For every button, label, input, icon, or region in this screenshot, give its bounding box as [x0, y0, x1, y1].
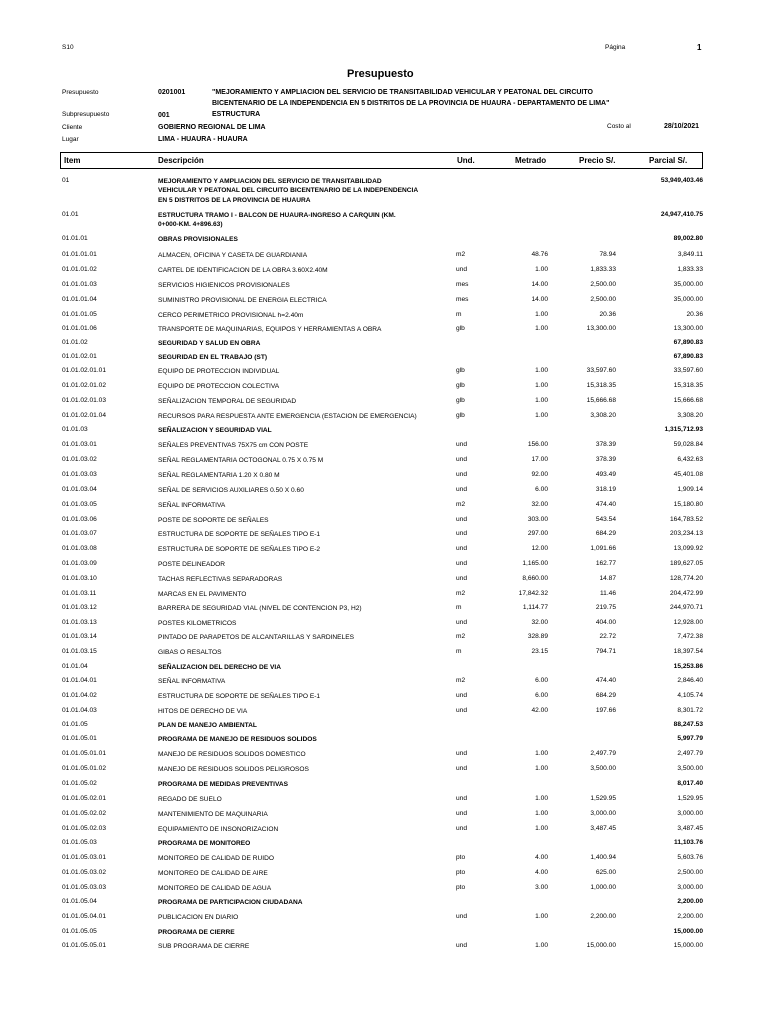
row-item-code: 01.01.03.04 — [62, 486, 97, 493]
row-parcial: 35,000.00 — [673, 296, 703, 303]
row-parcial: 204,472.99 — [669, 590, 703, 597]
row-description: ESTRUCTURA DE SOPORTE DE SEÑALES TIPO E-1 — [158, 693, 321, 700]
row-parcial: 35,000.00 — [673, 281, 703, 288]
row-metrado: 1,114.77 — [522, 604, 548, 611]
row-description: SEÑAL INFORMATIVA — [158, 678, 226, 685]
row-unit: glb — [456, 412, 465, 419]
row-metrado: 4.00 — [535, 869, 548, 876]
row-item-code: 01.01.01.06 — [62, 325, 97, 332]
row-parcial: 15,318.35 — [673, 382, 703, 389]
row-precio: 3,308.20 — [590, 412, 616, 419]
row-description: EQUIPO DE PROTECCION INDIVIDUAL — [158, 368, 280, 375]
row-description: CARTEL DE IDENTIFICACION DE LA OBRA 3.60X2.40M — [158, 267, 328, 274]
row-unit: m — [456, 648, 462, 655]
row-parcial: 164,783.52 — [669, 516, 703, 523]
row-parcial: 88,247.53 — [673, 721, 703, 728]
row-item-code: 01.01.03.15 — [62, 648, 97, 655]
row-item-code: 01.01.05.02.03 — [62, 825, 106, 832]
row-item-code: 01.01.02.01.04 — [62, 412, 106, 419]
row-item-code: 01.01.05 — [62, 721, 88, 728]
row-parcial: 15,666.68 — [673, 397, 703, 404]
row-description: ESTRUCTURA DE SOPORTE DE SEÑALES TIPO E-2 — [158, 546, 321, 553]
row-description: SEÑALIZACION Y SEGURIDAD VIAL — [158, 427, 272, 434]
row-parcial: 244,970.71 — [669, 604, 703, 611]
row-precio: 318.19 — [595, 486, 616, 493]
row-parcial: 67,890.83 — [673, 339, 703, 346]
row-description-line-2: VEHICULAR Y PEATONAL DEL CIRCUITO BICENTENARIO DE LA INDEPENDENCIA — [158, 187, 419, 194]
row-parcial: 2,500.00 — [677, 869, 703, 876]
row-description: POSTE DE SOPORTE DE SEÑALES — [158, 517, 269, 524]
subpresupuesto-desc: ESTRUCTURA — [212, 111, 261, 118]
row-precio: 15,666.68 — [586, 397, 616, 404]
row-metrado: 42.00 — [531, 707, 548, 714]
row-parcial: 12,928.00 — [673, 619, 703, 626]
row-description: PROGRAMA DE MONITOREO — [158, 840, 251, 847]
row-unit: m — [456, 604, 462, 611]
row-precio: 684.29 — [595, 530, 616, 537]
row-description: PROGRAMA DE MEDIDAS PREVENTIVAS — [158, 781, 289, 788]
row-metrado: 1.00 — [535, 325, 548, 332]
presupuesto-desc-2: BICENTENARIO DE LA INDEPENDENCIA EN 5 DISTRITOS DE LA PROVINCIA DE HUAURA - DEPARTAMENTO DE LIMA" — [212, 100, 610, 107]
row-unit: und — [456, 942, 468, 949]
row-description: PROGRAMA DE PARTICIPACION CIUDADANA — [158, 899, 303, 906]
row-parcial: 5,997.79 — [677, 735, 703, 742]
row-metrado: 3.00 — [535, 884, 548, 891]
row-metrado: 23.15 — [531, 648, 548, 655]
page-label: Página — [605, 44, 626, 51]
row-item-code: 01.01.04.03 — [62, 707, 97, 714]
row-description: SEGURIDAD Y SALUD EN OBRA — [158, 340, 261, 347]
row-unit: und — [456, 560, 468, 567]
row-item-code: 01.01.03.01 — [62, 441, 97, 448]
row-item-code: 01.01.02 — [62, 339, 88, 346]
row-metrado: 1.00 — [535, 795, 548, 802]
row-precio: 162.77 — [595, 560, 616, 567]
row-description: MANTENIMIENTO DE MAQUINARIA — [158, 811, 268, 818]
row-description: SEÑALIZACION TEMPORAL DE SEGURIDAD — [158, 398, 297, 405]
row-item-code: 01.01.03 — [62, 426, 88, 433]
lugar-value: LIMA - HUAURA - HUAURA — [158, 136, 248, 143]
row-unit: pto — [456, 854, 466, 861]
row-unit: pto — [456, 884, 466, 891]
row-unit: und — [456, 765, 468, 772]
row-metrado: 1.00 — [535, 382, 548, 389]
row-description: SERVICIOS HIGIENICOS PROVISIONALES — [158, 282, 290, 289]
row-description: CERCO PERIMETRICO PROVISIONAL h=2.40m — [158, 312, 304, 319]
row-description: MANEJO DE RESIDUOS SOLIDOS PELIGROSOS — [158, 766, 309, 773]
row-item-code: 01.01.05.05 — [62, 928, 97, 935]
row-precio: 14.87 — [599, 575, 616, 582]
costo-label: Costo al — [607, 123, 631, 130]
row-item-code: 01.01.03.05 — [62, 501, 97, 508]
row-item-code: 01.01.03.06 — [62, 516, 97, 523]
row-unit: und — [456, 692, 468, 699]
row-unit: m2 — [456, 590, 466, 597]
row-unit: und — [456, 810, 468, 817]
row-unit: glb — [456, 397, 465, 404]
row-item-code: 01.01.05.03.01 — [62, 854, 106, 861]
row-parcial: 1,833.33 — [677, 266, 703, 273]
row-metrado: 6.00 — [535, 677, 548, 684]
row-unit: m — [456, 311, 462, 318]
row-parcial: 59,028.84 — [673, 441, 703, 448]
row-parcial: 18,397.54 — [673, 648, 703, 655]
row-metrado: 32.00 — [531, 501, 548, 508]
row-metrado: 1.00 — [535, 412, 548, 419]
row-description: SEÑAL REGLAMENTARIA OCTOGONAL 0.75 X 0.75 M — [158, 457, 324, 464]
row-metrado: 1.00 — [535, 825, 548, 832]
row-parcial: 3,487.45 — [677, 825, 703, 832]
col-und: Und. — [457, 156, 475, 165]
row-metrado: 1.00 — [535, 266, 548, 273]
row-precio: 2,500.00 — [590, 296, 616, 303]
row-item-code: 01.01.02.01.01 — [62, 367, 106, 374]
row-metrado: 1.00 — [535, 750, 548, 757]
row-unit: pto — [456, 869, 466, 876]
row-description: OBRAS PROVISIONALES — [158, 236, 238, 243]
row-item-code: 01.01.04.02 — [62, 692, 97, 699]
row-unit: m2 — [456, 501, 466, 508]
col-precio: Precio S/. — [579, 156, 616, 165]
row-unit: und — [456, 545, 468, 552]
row-item-code: 01.01.01.05 — [62, 311, 97, 318]
presupuesto-label: Presupuesto — [62, 89, 99, 96]
row-description: TRANSPORTE DE MAQUINARIAS, EQUIPOS Y HERRAMIENTAS A OBRA — [158, 326, 382, 333]
row-precio: 197.66 — [595, 707, 616, 714]
row-unit: und — [456, 471, 468, 478]
row-parcial: 33,597.60 — [673, 367, 703, 374]
row-item-code: 01.01.03.03 — [62, 471, 97, 478]
row-item-code: 01.01.01.01 — [62, 251, 97, 258]
row-parcial: 1,909.14 — [677, 486, 703, 493]
row-unit: m2 — [456, 251, 466, 258]
row-metrado: 8,660.00 — [522, 575, 548, 582]
row-unit: und — [456, 619, 468, 626]
row-metrado: 297.00 — [527, 530, 548, 537]
row-precio: 474.40 — [595, 677, 616, 684]
row-parcial: 203,234.13 — [669, 530, 703, 537]
row-item-code: 01.01.05.03.02 — [62, 869, 106, 876]
row-precio: 33,597.60 — [586, 367, 616, 374]
row-unit: m2 — [456, 633, 466, 640]
row-description: MANEJO DE RESIDUOS SOLIDOS DOMESTICO — [158, 751, 306, 758]
row-metrado: 1.00 — [535, 810, 548, 817]
col-parcial: Parcial S/. — [649, 156, 688, 165]
row-unit: m2 — [456, 677, 466, 684]
row-metrado: 4.00 — [535, 854, 548, 861]
row-description: REGADO DE SUELO — [158, 796, 222, 803]
row-unit: und — [456, 913, 468, 920]
row-item-code: 01.01.03.02 — [62, 456, 97, 463]
row-precio: 1,833.33 — [590, 266, 616, 273]
row-description: GIBAS O RESALTOS — [158, 649, 222, 656]
row-description: ALMACEN, OFICINA Y CASETA DE GUARDIANIA — [158, 252, 308, 259]
row-metrado: 1.00 — [535, 397, 548, 404]
row-parcial: 11,103.76 — [674, 839, 703, 846]
row-description: ESTRUCTURA TRAMO I - BALCON DE HUAURA-INGRESO A CARQUIN (KM. — [158, 212, 396, 219]
row-parcial: 15,000.00 — [673, 928, 703, 935]
row-parcial: 2,497.79 — [677, 750, 703, 757]
row-parcial: 3,000.00 — [677, 884, 703, 891]
row-description: SEGURIDAD EN EL TRABAJO (ST) — [158, 354, 268, 361]
col-item: Item — [64, 156, 81, 165]
row-precio: 378.39 — [595, 456, 616, 463]
row-description: EQUIPAMIENTO DE INSONORIZACION — [158, 826, 279, 833]
row-unit: glb — [456, 325, 465, 332]
row-parcial: 13,300.00 — [673, 325, 703, 332]
row-item-code: 01.01.05.03.03 — [62, 884, 106, 891]
row-precio: 78.94 — [599, 251, 616, 258]
row-unit: mes — [456, 296, 469, 303]
row-metrado: 328.89 — [527, 633, 548, 640]
row-metrado: 1,165.00 — [522, 560, 548, 567]
row-item-code: 01.01.04 — [62, 663, 88, 670]
presupuesto-desc-1: "MEJORAMIENTO Y AMPLIACION DEL SERVICIO DE TRANSITABILIDAD VEHICULAR Y PEATONAL DEL CIRCUITO — [212, 89, 593, 96]
row-parcial: 2,200.00 — [677, 898, 703, 905]
row-metrado: 48.76 — [531, 251, 548, 258]
row-description: RECURSOS PARA RESPUESTA ANTE EMERGENCIA (ESTACION DE EMERGENCIA) — [158, 413, 417, 420]
row-parcial: 15,253.86 — [673, 663, 703, 670]
cliente-label: Cliente — [62, 124, 83, 131]
system-code: S10 — [62, 44, 74, 51]
row-item-code: 01.01.05.04.01 — [62, 913, 106, 920]
row-description: SEÑAL INFORMATIVA — [158, 502, 226, 509]
row-metrado: 1.00 — [535, 311, 548, 318]
row-parcial: 6,432.63 — [677, 456, 703, 463]
row-parcial: 7,472.38 — [677, 633, 703, 640]
row-precio: 219.75 — [595, 604, 616, 611]
row-description: SEÑAL REGLAMENTARIA 1.20 X 0.80 M — [158, 472, 280, 479]
row-unit: glb — [456, 382, 465, 389]
row-precio: 378.39 — [595, 441, 616, 448]
row-item-code: 01.01.01.04 — [62, 296, 97, 303]
row-precio: 20.36 — [599, 311, 616, 318]
row-item-code: 01.01.02.01.02 — [62, 382, 106, 389]
row-item-code: 01.01 — [62, 211, 79, 218]
row-parcial: 67,890.83 — [673, 353, 703, 360]
row-description: SEÑAL DE SERVICIOS AUXILIARES 0.50 X 0.60 — [158, 487, 304, 494]
row-item-code: 01.01.02.01.03 — [62, 397, 106, 404]
row-parcial: 3,849.11 — [677, 251, 703, 258]
row-precio: 404.00 — [595, 619, 616, 626]
cliente-value: GOBIERNO REGIONAL DE LIMA — [158, 124, 266, 131]
row-item-code: 01.01.03.14 — [62, 633, 97, 640]
row-parcial: 20.36 — [686, 311, 703, 318]
row-parcial: 8,301.72 — [677, 707, 703, 714]
row-item-code: 01.01.04.01 — [62, 677, 97, 684]
row-parcial: 4,105.74 — [677, 692, 703, 699]
row-precio: 3,500.00 — [590, 765, 616, 772]
row-metrado: 17,842.32 — [518, 590, 548, 597]
row-precio: 11.46 — [599, 590, 616, 597]
row-parcial: 3,000.00 — [677, 810, 703, 817]
row-precio: 493.49 — [595, 471, 616, 478]
row-parcial: 1,529.95 — [677, 795, 703, 802]
row-item-code: 01.01.01.03 — [62, 281, 97, 288]
row-precio: 15,000.00 — [586, 942, 616, 949]
row-parcial: 13,099.92 — [673, 545, 703, 552]
row-unit: und — [456, 516, 468, 523]
row-description: EQUIPO DE PROTECCION COLECTIVA — [158, 383, 280, 390]
row-description: MONITOREO DE CALIDAD DE AGUA — [158, 885, 272, 892]
table-header — [60, 152, 703, 169]
row-precio: 474.40 — [595, 501, 616, 508]
row-item-code: 01.01.05.03 — [62, 839, 97, 846]
row-parcial: 24,947,410.75 — [660, 211, 703, 218]
row-metrado: 1.00 — [535, 367, 548, 374]
row-description: SUB PROGRAMA DE CIERRE — [158, 943, 250, 950]
row-parcial: 15,000.00 — [673, 942, 703, 949]
row-description-line-2: 0+000-KM. 4+896.63) — [158, 221, 223, 228]
row-precio: 1,400.94 — [590, 854, 616, 861]
row-metrado: 14.00 — [531, 296, 548, 303]
row-description: MONITOREO DE CALIDAD DE AIRE — [158, 870, 268, 877]
row-parcial: 15,180.80 — [673, 501, 703, 508]
row-description: PLAN DE MANEJO AMBIENTAL — [158, 722, 257, 729]
row-description: SEÑALIZACION DEL DERECHO DE VIA — [158, 664, 281, 671]
row-metrado: 6.00 — [535, 692, 548, 699]
row-item-code: 01.01.02.01 — [62, 353, 97, 360]
row-description: ESTRUCTURA DE SOPORTE DE SEÑALES TIPO E-1 — [158, 531, 321, 538]
row-parcial: 3,500.00 — [677, 765, 703, 772]
row-description: POSTE DELINEADOR — [158, 561, 226, 568]
row-parcial: 189,627.05 — [669, 560, 703, 567]
col-metrado: Metrado — [515, 156, 547, 165]
row-parcial: 1,315,712.93 — [664, 426, 703, 433]
row-metrado: 1.00 — [535, 913, 548, 920]
row-item-code: 01.01.01.02 — [62, 266, 97, 273]
row-description: PINTADO DE PARAPETOS DE ALCANTARILLAS Y SARDINELES — [158, 634, 355, 641]
row-unit: und — [456, 266, 468, 273]
row-item-code: 01.01.03.07 — [62, 530, 97, 537]
row-metrado: 17.00 — [531, 456, 548, 463]
row-unit: und — [456, 795, 468, 802]
row-item-code: 01.01.03.08 — [62, 545, 97, 552]
row-description: PUBLICACION EN DIARIO — [158, 914, 239, 921]
row-parcial: 2,200.00 — [677, 913, 703, 920]
row-metrado: 1.00 — [535, 942, 548, 949]
row-description-line-3: EN 5 DISTRITOS DE LA PROVINCIA DE HUAURA — [158, 197, 311, 204]
row-precio: 3,000.00 — [590, 810, 616, 817]
row-item-code: 01.01.05.04 — [62, 898, 97, 905]
row-description: PROGRAMA DE MANEJO DE RESIDUOS SOLIDOS — [158, 736, 317, 743]
row-description: MONITOREO DE CALIDAD DE RUIDO — [158, 855, 275, 862]
row-item-code: 01.01.05.02.01 — [62, 795, 106, 802]
row-metrado: 32.00 — [531, 619, 548, 626]
row-precio: 22.72 — [599, 633, 616, 640]
row-parcial: 3,308.20 — [677, 412, 703, 419]
row-item-code: 01.01.05.05.01 — [62, 942, 106, 949]
row-description: MEJORAMIENTO Y AMPLIACION DEL SERVICIO DE TRANSITABILIDAD — [158, 178, 382, 185]
row-precio: 684.29 — [595, 692, 616, 699]
row-unit: und — [456, 825, 468, 832]
row-item-code: 01.01.01 — [62, 235, 88, 242]
row-item-code: 01 — [62, 177, 70, 184]
row-item-code: 01.01.05.01 — [62, 735, 97, 742]
row-unit: und — [456, 707, 468, 714]
row-unit: und — [456, 486, 468, 493]
row-precio: 2,500.00 — [590, 281, 616, 288]
row-unit: und — [456, 441, 468, 448]
row-unit: und — [456, 575, 468, 582]
presupuesto-code: 0201001 — [158, 89, 186, 96]
row-item-code: 01.01.05.01.01 — [62, 750, 106, 757]
row-parcial: 45,401.08 — [673, 471, 703, 478]
row-metrado: 6.00 — [535, 486, 548, 493]
row-description: MARCAS EN EL PAVIMENTO — [158, 591, 247, 598]
row-precio: 13,300.00 — [586, 325, 616, 332]
subpresupuesto-code: 001 — [158, 112, 170, 119]
row-item-code: 01.01.03.11 — [62, 590, 97, 597]
row-item-code: 01.01.05.02.02 — [62, 810, 106, 817]
row-parcial: 89,002.80 — [673, 235, 703, 242]
row-unit: und — [456, 530, 468, 537]
col-descripcion: Descripción — [158, 156, 204, 165]
row-metrado: 92.00 — [531, 471, 548, 478]
row-precio: 543.54 — [595, 516, 616, 523]
row-item-code: 01.01.05.02 — [62, 780, 97, 787]
row-description: HITOS DE DERECHO DE VIA — [158, 708, 248, 715]
row-item-code: 01.01.03.12 — [62, 604, 97, 611]
row-precio: 1,000.00 — [590, 884, 616, 891]
row-precio: 3,487.45 — [590, 825, 616, 832]
row-item-code: 01.01.05.01.02 — [62, 765, 106, 772]
row-unit: und — [456, 750, 468, 757]
row-precio: 2,497.79 — [590, 750, 616, 757]
row-description: PROGRAMA DE CIERRE — [158, 929, 235, 936]
row-parcial: 2,846.40 — [677, 677, 703, 684]
row-unit: mes — [456, 281, 469, 288]
subpresupuesto-label: Subpresupuesto — [62, 111, 110, 118]
row-description: SEÑALES PREVENTIVAS 75X75 cm CON POSTE — [158, 442, 309, 449]
lugar-label: Lugar — [62, 136, 79, 143]
row-precio: 625.00 — [595, 869, 616, 876]
row-parcial: 53,949,403.46 — [660, 177, 703, 184]
row-description: POSTES KILOMETRICOS — [158, 620, 237, 627]
row-metrado: 1.00 — [535, 765, 548, 772]
row-metrado: 14.00 — [531, 281, 548, 288]
row-metrado: 156.00 — [527, 441, 548, 448]
row-precio: 794.71 — [595, 648, 616, 655]
row-precio: 2,200.00 — [590, 913, 616, 920]
row-item-code: 01.01.03.09 — [62, 560, 97, 567]
row-description: SUMINISTRO PROVISIONAL DE ENERGIA ELECTRICA — [158, 297, 327, 304]
document-title: Presupuesto — [347, 68, 414, 80]
row-description: TACHAS REFLECTIVAS SEPARADORAS — [158, 576, 283, 583]
row-precio: 1,529.95 — [590, 795, 616, 802]
row-unit: und — [456, 456, 468, 463]
page-number: 1 — [697, 43, 702, 52]
row-parcial: 128,774.20 — [669, 575, 703, 582]
costo-value: 28/10/2021 — [664, 123, 700, 130]
row-parcial: 8,017.40 — [677, 780, 703, 787]
row-item-code: 01.01.03.13 — [62, 619, 97, 626]
row-precio: 1,091.66 — [590, 545, 616, 552]
row-description: BARRERA DE SEGURIDAD VIAL (NIVEL DE CONTENCION P3, H2) — [158, 605, 362, 612]
row-metrado: 12.00 — [531, 545, 548, 552]
row-metrado: 303.00 — [527, 516, 548, 523]
row-parcial: 5,603.76 — [677, 854, 703, 861]
row-unit: glb — [456, 367, 465, 374]
row-precio: 15,318.35 — [586, 382, 616, 389]
row-item-code: 01.01.03.10 — [62, 575, 97, 582]
